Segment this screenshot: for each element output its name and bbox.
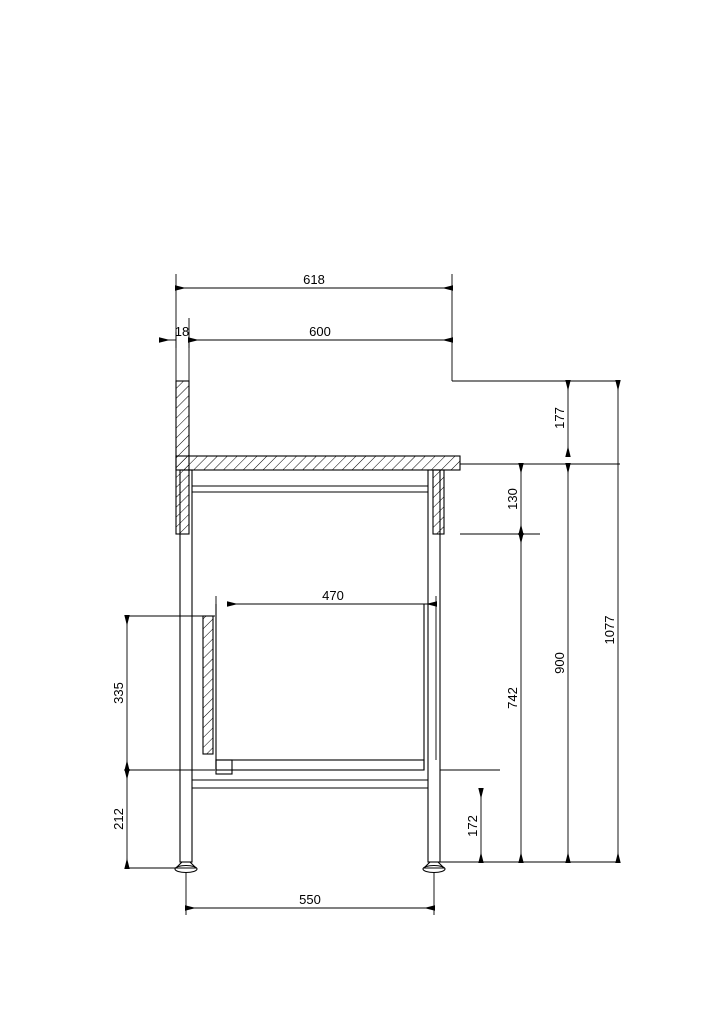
undershelf <box>216 760 424 770</box>
shelf-corner-block <box>216 760 232 774</box>
dim-label-742: 742 <box>505 687 520 709</box>
dimension-labels <box>111 272 617 907</box>
dim-label-618: 618 <box>303 272 325 287</box>
top-right-return <box>433 470 444 534</box>
dim-label-550: 550 <box>299 892 321 907</box>
dim-label-18: 18 <box>174 324 190 339</box>
dim-label-172: 172 <box>465 815 480 837</box>
table-top-section <box>176 456 460 470</box>
left-foot-pad <box>175 866 197 873</box>
dimension-lines <box>125 274 620 915</box>
dim-label-470: 470 <box>322 588 344 603</box>
side-panel-section <box>203 616 213 754</box>
dim-label-130: 130 <box>505 488 520 510</box>
right-foot-pad <box>423 866 445 873</box>
dim-label-600: 600 <box>309 324 331 339</box>
dim-label-212: 212 <box>111 808 126 830</box>
dim-label-1077: 1077 <box>602 615 617 645</box>
dim-label-335: 335 <box>111 682 126 704</box>
dim-label-900: 900 <box>552 652 567 674</box>
dim-label-177: 177 <box>552 407 567 429</box>
table-geometry <box>175 381 460 873</box>
